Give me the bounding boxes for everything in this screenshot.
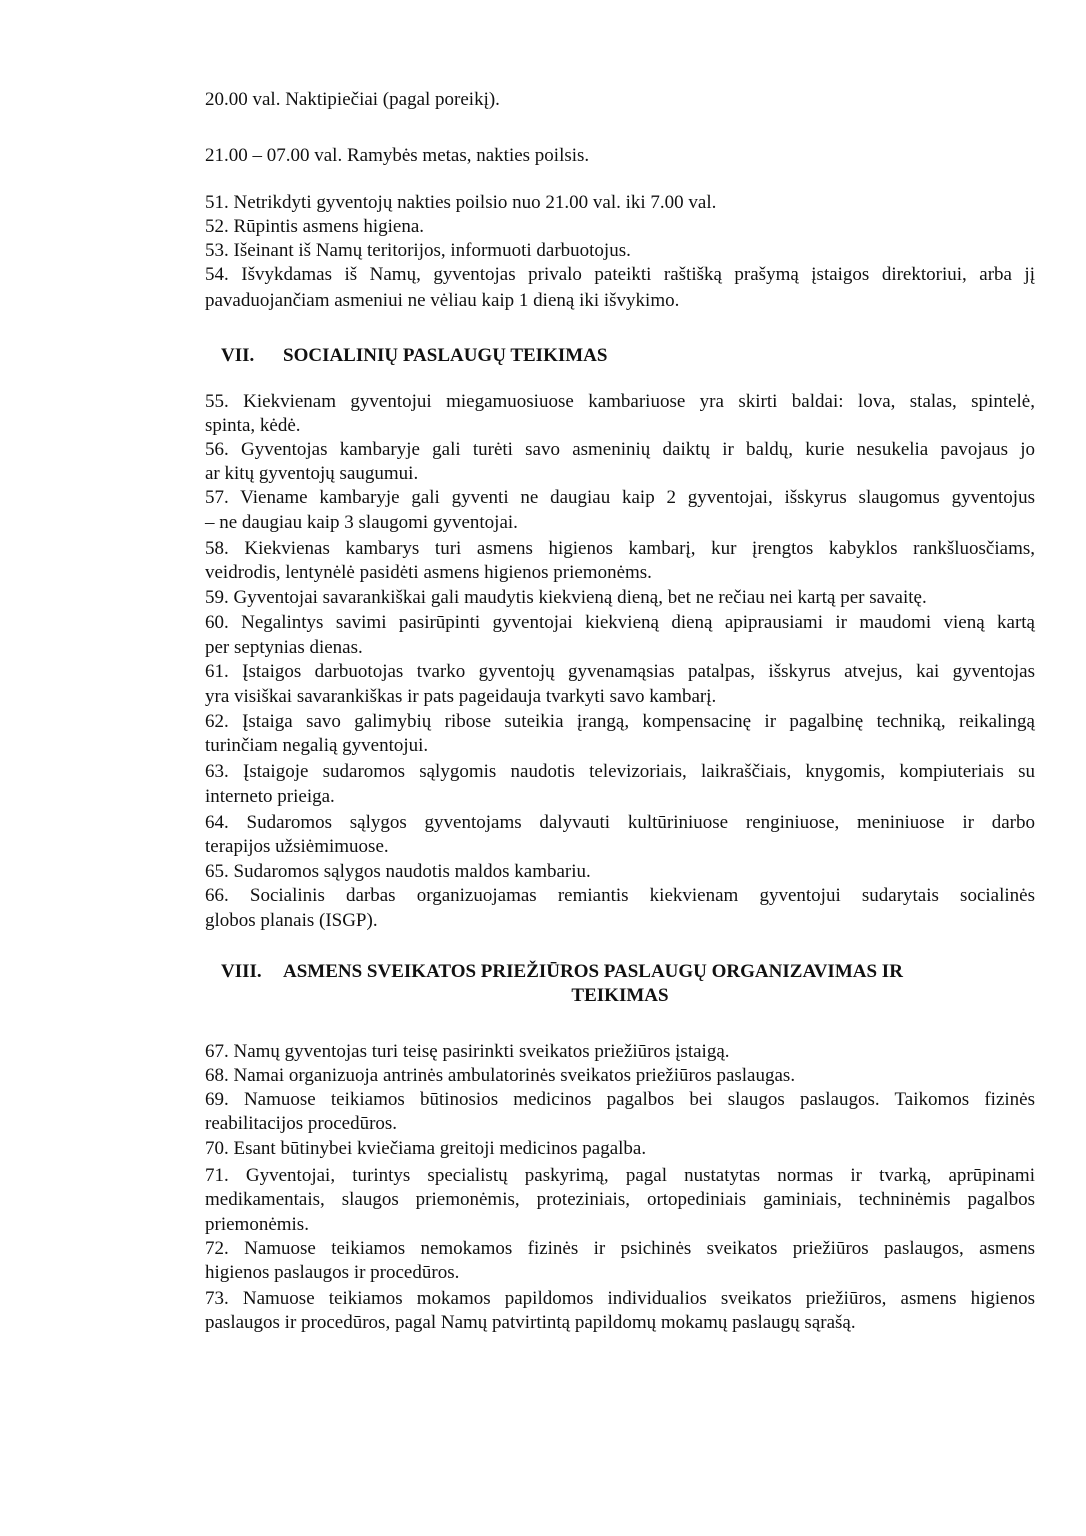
section-7-line: 64. Sudaromos sąlygos gyventojams dalyvauti kultūriniuose renginiuose, meniniuose ir darbo: [205, 812, 1035, 833]
section-8-line: 73. Namuose teikiamos mokamos papildomos individualios sveikatos priežiūros, asmens higienos: [205, 1288, 1035, 1309]
rule-53: 53. Išeinant iš Namų teritorijos, informuoti darbuotojus.: [205, 240, 631, 261]
section-7-line: per septynias dienas.: [205, 637, 363, 658]
section-7-line: terapijos užsiėmimuose.: [205, 836, 389, 857]
section-8-line: priemonėmis.: [205, 1214, 309, 1235]
rule-51: 51. Netrikdyti gyventojų nakties poilsio nuo 21.00 val. iki 7.00 val.: [205, 192, 717, 213]
section-8-title-line-1: ASMENS SVEIKATOS PRIEŽIŪROS PASLAUGŲ ORGANIZAVIMAS IR: [283, 961, 903, 982]
section-7-line: 66. Socialinis darbas organizuojamas remiantis kiekvienam gyventojui sudarytais socialinės: [205, 885, 1035, 906]
section-7-line: 59. Gyventojai savarankiškai gali maudytis kiekvieną dieną, bet ne rečiau nei kartą per savaitę.: [205, 587, 927, 608]
schedule-line-quiet-time: 21.00 – 07.00 val. Ramybės metas, nakties poilsis.: [205, 145, 590, 166]
section-7-line: interneto prieiga.: [205, 786, 335, 807]
section-8-line: 71. Gyventojai, turintys specialistų paskyrimą, pagal nustatytas normas ir tvarką, aprūpinami: [205, 1165, 1035, 1186]
section-7-line: ar kitų gyventojų saugumui.: [205, 463, 419, 484]
section-7-line: – ne daugiau kaip 3 slaugomi gyventojai.: [205, 512, 518, 533]
section-8-line: paslaugos ir procedūros, pagal Namų patvirtintą papildomų mokamų paslaugų sąrašą.: [205, 1312, 856, 1333]
section-7-number: VII.: [221, 345, 255, 366]
section-7-line: veidrodis, lentynėlė pasidėti asmens higienos priemonėms.: [205, 562, 652, 583]
section-7-line: 60. Negalintys savimi pasirūpinti gyventojai kiekvieną dieną apiprausiami ir maudomi vieną kartą: [205, 612, 1035, 633]
section-7-title: SOCIALINIŲ PASLAUGŲ TEIKIMAS: [283, 345, 608, 366]
section-8-line: 72. Namuose teikiamos nemokamos fizinės ir psichinės sveikatos priežiūros paslaugos, asmens: [205, 1238, 1035, 1259]
schedule-line-night-snack: 20.00 val. Naktipiečiai (pagal poreikį).: [205, 89, 500, 110]
section-8-line: reabilitacijos procedūros.: [205, 1113, 398, 1134]
rule-52: 52. Rūpintis asmens higiena.: [205, 216, 425, 237]
section-7-line: 65. Sudaromos sąlygos naudotis maldos kambariu.: [205, 861, 591, 882]
section-7-line: yra visiškai savarankiškas ir pats pageidauja tvarkyti savo kambarį.: [205, 686, 717, 707]
section-8-line: medikamentais, slaugos priemonėmis, proteziniais, ortopediniais gaminiais, techninėmis pagalbos: [205, 1189, 1035, 1210]
section-7-line: 55. Kiekvienam gyventojui miegamuosiuose kambariuose yra skirti baldai: lova, stalas, spintelė,: [205, 391, 1035, 412]
section-8-line: 69. Namuose teikiamos būtinosios medicinos pagalbos bei slaugos paslaugos. Taikomos fizinės: [205, 1089, 1035, 1110]
section-7-line: 63. Įstaigoje sudaromos sąlygomis naudotis televizoriais, laikraščiais, knygomis, kompiuteriais su: [205, 761, 1035, 782]
rule-54-line-2: pavaduojančiam asmeniui ne vėliau kaip 1 dieną iki išvykimo.: [205, 290, 680, 311]
section-8-line: 67. Namų gyventojas turi teisę pasirinkti sveikatos priežiūros įstaigą.: [205, 1041, 730, 1062]
section-7-line: 62. Įstaiga savo galimybių ribose suteikia įrangą, kompensacinę ir pagalbinę techniką, reikalingą: [205, 711, 1035, 732]
section-8-title-line-2: TEIKIMAS: [571, 985, 669, 1006]
section-7-line: 56. Gyventojas kambaryje gali turėti savo asmeninių daiktų ir baldų, kurie nesukelia pavojaus jo: [205, 439, 1035, 460]
section-7-line: 61. Įstaigos darbuotojas tvarko gyventojų gyvenamąsias patalpas, išskyrus atvejus, kai gyventojas: [205, 661, 1035, 682]
section-8-number: VIII.: [221, 961, 262, 982]
section-7-line: 58. Kiekvienas kambarys turi asmens higienos kambarį, kur įrengtos kabyklos rankšluosčiams,: [205, 538, 1035, 559]
section-8-line: 68. Namai organizuoja antrinės ambulatorinės sveikatos priežiūros paslaugas.: [205, 1065, 796, 1086]
rule-54-line-1: 54. Išvykdamas iš Namų, gyventojas privalo pateikti raštišką prašymą įstaigos direktoriui, arba jį: [205, 264, 1035, 285]
section-7-line: turinčiam negalią gyventojui.: [205, 735, 429, 756]
section-7-line: spinta, kėdė.: [205, 415, 301, 436]
section-7-line: globos planais (ISGP).: [205, 910, 378, 931]
section-8-line: 70. Esant būtinybei kviečiama greitoji medicinos pagalba.: [205, 1138, 647, 1159]
section-8-line: higienos paslaugos ir procedūros.: [205, 1262, 460, 1283]
section-7-line: 57. Viename kambaryje gali gyventi ne daugiau kaip 2 gyventojai, išskyrus slaugomus gyventojus: [205, 487, 1035, 508]
